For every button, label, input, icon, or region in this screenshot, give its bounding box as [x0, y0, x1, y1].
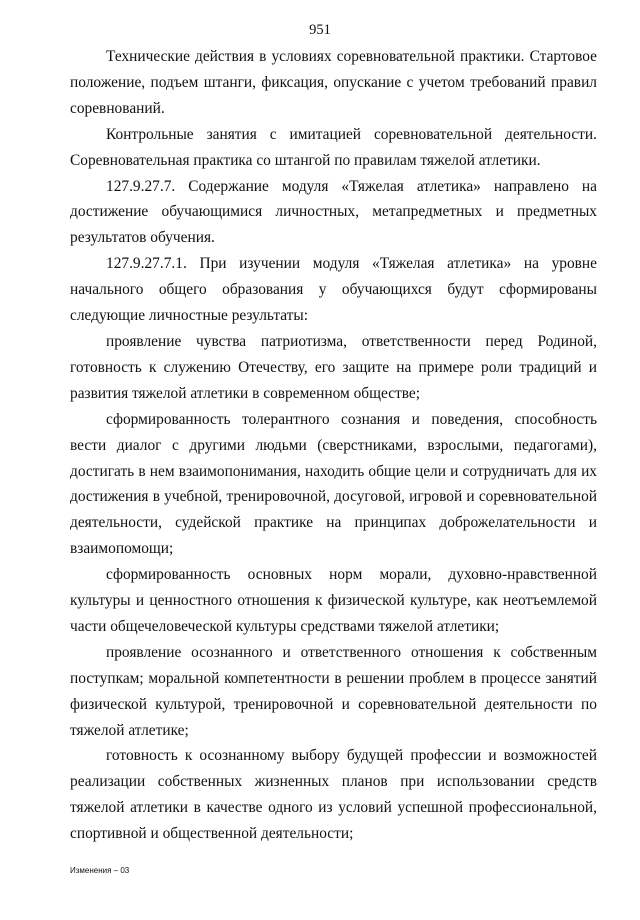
page-number: 951	[309, 22, 331, 38]
revision-footer: Изменения – 03	[70, 866, 130, 875]
paragraph-morality: сформированность основных норм морали, духовно-нравственной культуры и ценностного отношения к физической культуре, как неотъемлемой части общечеловеческой культуры средствами тяжелой атлетики;	[70, 566, 597, 635]
paragraph-control-sessions: Контрольные занятия с имитацией соревновательной деятельности. Соревновательная практика со штангой по правилам тяжелой атлетики.	[70, 125, 597, 169]
paragraph-responsibility: проявление осознанного и ответственного отношения к собственным поступкам; моральной компетентности в решении проблем в процессе занятий физической культурой, тренировочной и соревновательной деятельности по тяжелой атлетике;	[70, 643, 597, 739]
paragraph-module-content: 127.9.27.7. Содержание модуля «Тяжелая атлетика» направлено на достижение обучающимися личностных, метапредметных и предметных результатов обучения.	[70, 177, 597, 247]
paragraph-technical-actions: Технические действия в условиях соревновательной практики. Стартовое положение, подъем штанги, фиксация, опускание с учетом требований правил соревнований.	[70, 48, 597, 117]
document-body	[70, 44, 597, 847]
paragraph-tolerance: сформированность толерантного сознания и поведения, способность вести диалог с другими людьми (сверстниками, взрослыми, педагогами), достигать в нем взаимопонимания, находить общие цели и сотрудничать для их достижения в учебной, тренировочной, досуговой, игровой и соревновательной деятельности, судейской практике на принципах доброжелательности и взаимопомощи;	[70, 410, 597, 558]
paragraph-personal-results-intro: 127.9.27.7.1. При изучении модуля «Тяжелая атлетика» на уровне начального общего образования у обучающихся будут сформированы следующие личностные результаты:	[70, 255, 597, 325]
paragraph-patriotism: проявление чувства патриотизма, ответственности перед Родиной, готовность к служению Отечеству, его защите на примере роли традиций и развития тяжелой атлетики в современном обществе;	[70, 332, 597, 402]
paragraph-career-readiness: готовность к осознанному выбору будущей профессии и возможностей реализации собственных жизненных планов при использовании средств тяжелой атлетики в качестве одного из условий успешной профессиональной, спортивной и общественной деятельности;	[70, 747, 597, 843]
